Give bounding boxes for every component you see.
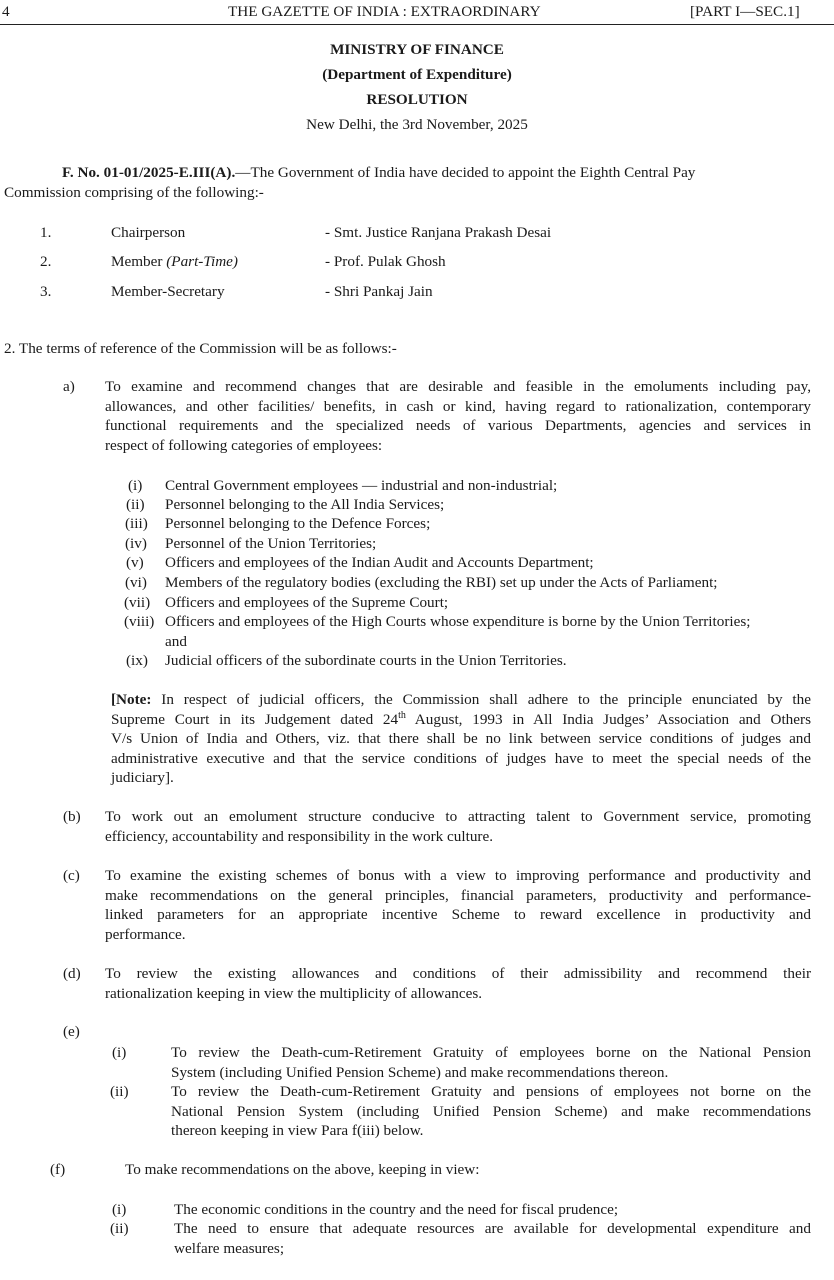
list-text: Central Government employees — industrial and non-industrial; xyxy=(165,477,558,494)
item-b-text xyxy=(105,807,811,846)
text-line: make recommendations on the general principles, financial parameters, productivity and performance- xyxy=(105,886,811,904)
page-number: 4 xyxy=(2,3,10,20)
text-line: functional requirements and the specialized needs of various Departments, agencies and services in xyxy=(105,417,811,435)
member-number: 2. xyxy=(40,253,52,270)
note-label: [Note: xyxy=(111,691,152,708)
gazette-title: THE GAZETTE OF INDIA : EXTRAORDINARY xyxy=(228,3,541,20)
intro-text-line1: —The Government of India have decided to appoint the Eighth Central Pay xyxy=(235,164,696,181)
item-a-text xyxy=(105,377,811,455)
list-text: Officers and employees of the Indian Audit and Accounts Department; xyxy=(165,554,594,571)
document-type: RESOLUTION xyxy=(366,91,468,108)
list-number: (iii) xyxy=(125,515,148,532)
list-text: Personnel of the Union Territories; xyxy=(165,535,377,552)
item-e-ii-text xyxy=(171,1082,811,1141)
sub-number: (i) xyxy=(112,1201,127,1218)
ministry-title: MINISTRY OF FINANCE xyxy=(330,41,504,58)
sub-number: (i) xyxy=(112,1044,127,1061)
list-text: Judicial officers of the subordinate courts in the Union Territories. xyxy=(165,652,567,669)
list-text: Personnel belonging to the All India Services; xyxy=(165,496,445,513)
list-text: Officers and employees of the High Courts whose expenditure is borne by the Union Territories; xyxy=(165,613,751,630)
item-label: a) xyxy=(63,378,75,395)
text-line: To review the existing allowances and conditions of their admissibility and recommend their xyxy=(105,965,811,982)
place-date: New Delhi, the 3rd November, 2025 xyxy=(306,116,528,133)
text-line: V/s Union of India and Others, viz. that there shall be no link between service conditions of judges and xyxy=(111,730,811,748)
item-label: (c) xyxy=(63,867,80,884)
judicial-note xyxy=(111,690,811,788)
header-rule xyxy=(0,24,834,25)
member-name: - Shri Pankaj Jain xyxy=(325,283,433,300)
text-line: System (including Unified Pension Scheme) and make recommendations thereon. xyxy=(171,1063,669,1081)
list-text: Officers and employees of the Supreme Court; xyxy=(165,594,449,611)
item-f-i-text: The economic conditions in the country and the need for fiscal prudence; xyxy=(174,1201,619,1218)
text-line: administrative executive and that the service conditions of judges have to meet the special needs of the xyxy=(111,749,811,767)
member-role-qualifier: (Part-Time) xyxy=(166,253,238,270)
list-text: Personnel belonging to the Defence Forces; xyxy=(165,515,431,532)
text-line: rationalization keeping in view the multiplicity of allowances. xyxy=(105,984,483,1002)
text-line: To examine and recommend changes that are desirable and feasible in the emoluments including pay, xyxy=(105,378,811,395)
list-number: (v) xyxy=(126,554,144,571)
member-number: 1. xyxy=(40,224,52,241)
member-role: Member-Secretary xyxy=(111,283,225,300)
list-text: and xyxy=(165,633,187,650)
terms-heading: 2. The terms of reference of the Commission will be as follows:- xyxy=(4,340,397,357)
text-line: August, 1993 in All India Judges’ Association and Others xyxy=(405,710,811,728)
list-number: (i) xyxy=(128,477,143,494)
item-f-text: To make recommendations on the above, keeping in view: xyxy=(125,1161,480,1178)
item-f-ii-text xyxy=(174,1219,811,1258)
text-line: respect of following categories of employees: xyxy=(105,436,383,454)
item-label: (e) xyxy=(63,1023,80,1040)
list-number: (ix) xyxy=(126,652,148,669)
item-label: (f) xyxy=(50,1161,66,1178)
text-line: allowances, and other facilities/ benefits, in cash or kind, having regard to rationalization, contemporary xyxy=(105,397,811,415)
text-line: To work out an emolument structure conducive to attracting talent to Government service, promoting xyxy=(105,808,811,825)
list-number: (vii) xyxy=(124,594,151,611)
text-line: performance. xyxy=(105,925,186,943)
sub-number: (ii) xyxy=(110,1083,129,1100)
department-title: (Department of Expenditure) xyxy=(322,66,512,83)
member-role: Chairperson xyxy=(111,224,186,241)
list-text: Members of the regulatory bodies (excluding the RBI) set up under the Acts of Parliament; xyxy=(165,574,718,591)
text-line: welfare measures; xyxy=(174,1239,285,1257)
file-number: F. No. 01-01/2025-E.III(A). xyxy=(62,164,236,181)
text-line: efficiency, accountability and responsibility in the work culture. xyxy=(105,827,494,845)
superscript: th xyxy=(398,709,406,721)
text-line: linked parameters for an appropriate incentive Scheme to reward excellence in productivity and xyxy=(105,906,811,924)
list-number: (iv) xyxy=(125,535,147,552)
member-name: - Prof. Pulak Ghosh xyxy=(325,253,446,270)
member-row xyxy=(0,223,834,243)
item-label: (b) xyxy=(63,808,81,825)
text-line: To examine the existing schemes of bonus with a view to improving performance and productivity and xyxy=(105,867,811,884)
item-e-i-text xyxy=(171,1043,811,1082)
text-line: thereon keeping in view Para f(iii) below. xyxy=(171,1122,424,1140)
text-line: To review the Death-cum-Retirement Gratuity and pensions of employees not borne on the xyxy=(171,1083,811,1100)
member-row xyxy=(0,252,834,272)
text-line: To review the Death-cum-Retirement Gratuity of employees borne on the National Pension xyxy=(171,1044,811,1061)
list-number: (viii) xyxy=(124,613,155,630)
text-line: Supreme Court in its Judgement dated 24 xyxy=(111,710,399,728)
text-line: National Pension System (including Unified Pension Scheme) and make recommendations xyxy=(171,1102,811,1120)
member-number: 3. xyxy=(40,283,52,300)
item-c-text xyxy=(105,866,811,944)
text-line: judiciary]. xyxy=(111,769,174,787)
member-name: - Smt. Justice Ranjana Prakash Desai xyxy=(325,224,552,241)
text-line: The need to ensure that adequate resources are available for developmental expenditure and xyxy=(174,1220,811,1237)
item-label: (d) xyxy=(63,965,81,982)
sub-number: (ii) xyxy=(110,1220,129,1237)
text-line: In respect of judicial officers, the Commission shall adhere to the principle enunciated by the xyxy=(151,691,811,708)
member-row xyxy=(0,282,834,302)
item-d-text xyxy=(105,964,811,1003)
member-role: Member xyxy=(111,253,163,270)
list-number: (ii) xyxy=(126,496,145,513)
intro-text-line2: Commission comprising of the following:- xyxy=(4,184,264,201)
part-section: [PART I—SEC.1] xyxy=(690,3,800,20)
list-number: (vi) xyxy=(125,574,147,591)
